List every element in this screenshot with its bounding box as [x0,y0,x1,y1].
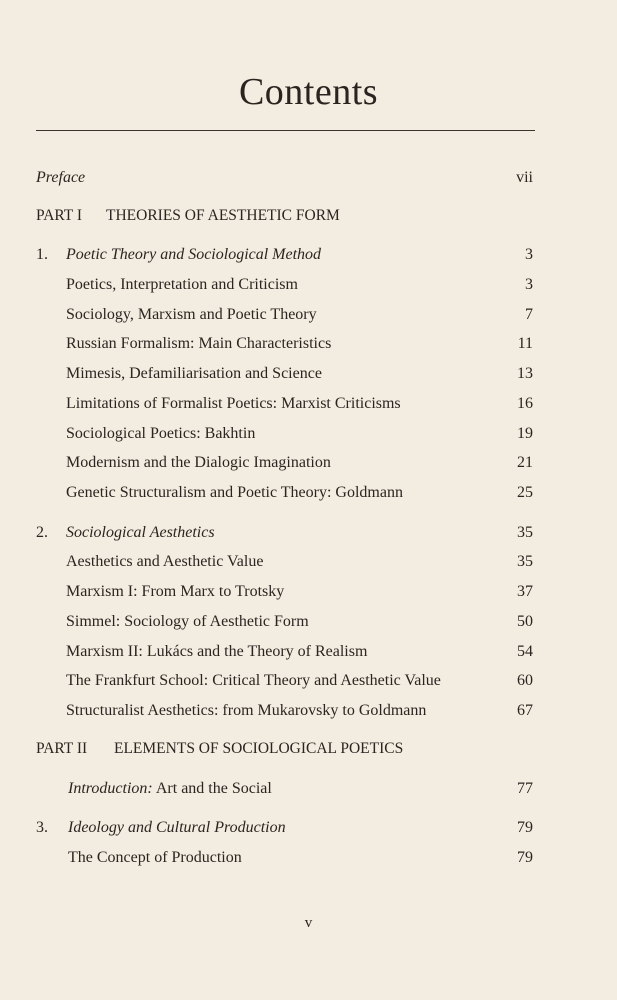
section-title: Sociology, Marxism and Poetic Theory [66,306,317,323]
section-title: Modernism and the Dialogic Imagination [66,454,331,471]
section-entry[interactable] [0,481,617,505]
section-entry[interactable] [0,610,617,634]
section-title: Poetics, Interpretation and Criticism [66,276,298,293]
section-entry[interactable] [0,640,617,664]
part-heading-2 [0,737,617,761]
chapter-entry-1[interactable] [0,243,617,267]
section-entry[interactable] [0,303,617,327]
section-title: Marxism II: Lukács and the Theory of Realism [66,643,368,660]
section-title: Simmel: Sociology of Aesthetic Form [66,613,309,630]
section-title: Structuralist Aesthetics: from Mukarovsky to Goldmann [66,702,427,719]
chapter-number: 2. [36,524,48,541]
section-title: Mimesis, Defamiliarisation and Science [66,365,322,382]
section-title: Sociological Poetics: Bakhtin [66,425,256,442]
entry-page: 79 [517,849,533,866]
section-entry[interactable] [0,580,617,604]
entry-page: 11 [517,335,533,352]
section-entry[interactable] [0,362,617,386]
entry-page: 3 [525,246,533,263]
part-heading-1 [0,204,617,228]
section-title: The Frankfurt School: Critical Theory and Aesthetic Value [66,672,441,689]
part-title: ELEMENTS OF SOCIOLOGICAL POETICS [114,740,404,757]
entry-page: 3 [525,276,533,293]
chapter-title: Sociological Aesthetics [66,524,215,541]
entry-page: vii [516,169,533,186]
toc-entry-introduction[interactable] [0,777,617,801]
entry-page: 25 [517,484,533,501]
part-label: PART I [36,207,83,224]
entry-title [68,777,272,801]
entry-page: 21 [517,454,533,471]
toc-entry-preface[interactable] [0,166,617,190]
intro-label: Introduction: [68,780,153,797]
chapter-title: Ideology and Cultural Production [68,819,286,836]
entry-page: 67 [517,702,533,719]
section-entry[interactable] [0,392,617,416]
section-title: Limitations of Formalist Poetics: Marxist Criticisms [66,395,401,412]
chapter-title: Poetic Theory and Sociological Method [66,246,322,263]
entry-page: 7 [525,306,533,323]
chapter-entry-2[interactable] [0,521,617,545]
entry-page: 77 [517,780,533,797]
section-title: Marxism I: From Marx to Trotsky [66,583,285,600]
section-title: Genetic Structuralism and Poetic Theory: Goldmann [66,484,403,501]
part-title: THEORIES OF AESTHETIC FORM [106,207,340,224]
section-entry[interactable] [0,332,617,356]
chapter-number: 3. [36,819,48,836]
chapter-entry-3[interactable] [0,816,617,840]
section-entry[interactable] [0,451,617,475]
part-label: PART II [36,740,88,757]
entry-page: 37 [517,583,533,600]
entry-page: 19 [517,425,533,442]
section-entry[interactable] [0,846,617,870]
page-title: Contents [238,71,379,113]
entry-page: 16 [517,395,533,412]
entry-page: 60 [517,672,533,689]
section-entry[interactable] [0,273,617,297]
page-number: v [304,915,313,931]
chapter-number: 1. [36,246,48,263]
section-title: Aesthetics and Aesthetic Value [66,553,264,570]
section-entry[interactable] [0,699,617,723]
section-entry[interactable] [0,669,617,693]
intro-title: Art and the Social [155,780,272,797]
entry-title: Preface [36,169,86,186]
entry-page: 79 [517,819,533,836]
section-entry[interactable] [0,422,617,446]
section-entry[interactable] [0,550,617,574]
section-title: Russian Formalism: Main Characteristics [66,335,332,352]
entry-page: 35 [517,524,533,541]
entry-page: 54 [517,643,533,660]
entry-page: 35 [517,553,533,570]
section-title: The Concept of Production [68,849,242,866]
title-rule [36,130,535,131]
entry-page: 13 [517,365,533,382]
entry-page: 50 [517,613,533,630]
